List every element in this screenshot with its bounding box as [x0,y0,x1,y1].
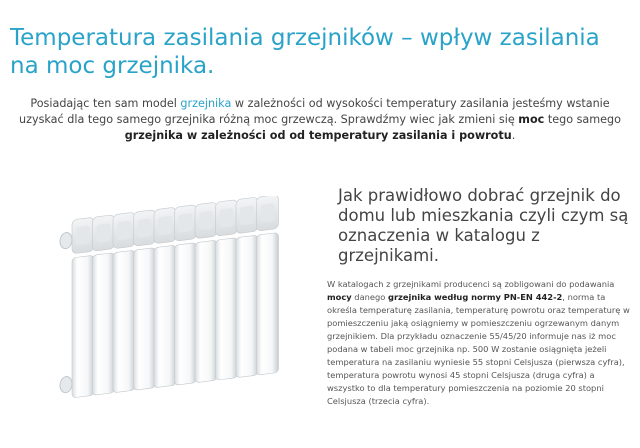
radiator-section [154,245,176,388]
radiator-section [72,255,94,398]
desc-bold-norm: grzejnika według normy PN-EN 442-2 [388,292,563,302]
radiator-link[interactable]: grzejnika [180,97,232,110]
radiator-section [195,240,217,383]
desc-bold-power: mocy [327,292,352,302]
desc-text-1: W katalogach z grzejnikami producenci są zobligowani do podawania [327,279,615,289]
page-title: Temperatura zasilania grzejników – wpływ zasilania na moc grzejnika. [10,25,600,79]
radiator-plug [60,376,72,393]
radiator-section [175,243,197,386]
radiator-plug [60,232,72,249]
desc-text-2: danego [351,292,389,302]
intro-text-2: w zależności od wysokości temperatury zasilania jesteśmy wstanie uzyskać dla tego samego grzejnika różną moc grzewczą. Sprawdźmy wiec jak zmieni się [18,97,610,126]
section-heading: Jak prawidłowo dobrać grzejnik do domu lub mieszkania czyli czym są oznaczenia w katalogu z grzejnikami. [338,186,629,265]
radiator-grill [199,211,213,231]
radiator-grill [76,226,90,246]
radiator-section [93,253,115,396]
intro-bold-power: moc [518,113,545,126]
radiator-grill [261,203,275,223]
intro-text-3: tego samego [544,113,622,126]
desc-text-3: , norma ta określa temperaturę zasilania, temperaturę powrotu oraz temperaturę w pomieszczeniu jaką osiągniemy w pomieszczeniu ogrzewanym danym grzejnikiem. Dla przykładu oznaczenie 55/45/20 informuje nas iż moc podana w tabeli moc grzejnika np. 500 W zostanie osiągnięta jeżeli temperatura na zasilaniu wyniesie 55 stopni Celsjusza (pierwsza cyfra), temperatura powrotu wynosi 45 stopni Celsjusza (druga cyfra) a wszystko to dla temperatury pomieszczenia na poziomie 20 stopni Celsjusza (trzecia cyfra). [327,292,630,406]
radiator-grill [138,218,152,238]
radiator-image [22,196,310,428]
intro-text-1: Posiadając ten sam model [30,97,181,110]
radiator-grill [117,221,131,241]
radiator-section [236,235,258,378]
radiator-grill [97,223,111,243]
intro-bold-radiator: grzejnika w zależności od od temperatury zasilania i powrotu [124,129,512,142]
radiator-section [134,248,156,391]
radiator-grill [220,208,234,228]
radiator-grill [179,213,193,233]
radiator-grill [158,216,172,236]
intro-paragraph [10,96,630,144]
radiator-section [257,233,279,376]
radiator-section [216,238,238,381]
radiator-section [113,250,135,393]
section-description [327,278,633,408]
radiator-grill [240,206,254,226]
intro-text-4: . [511,129,516,142]
radiator-illustration [22,196,310,428]
